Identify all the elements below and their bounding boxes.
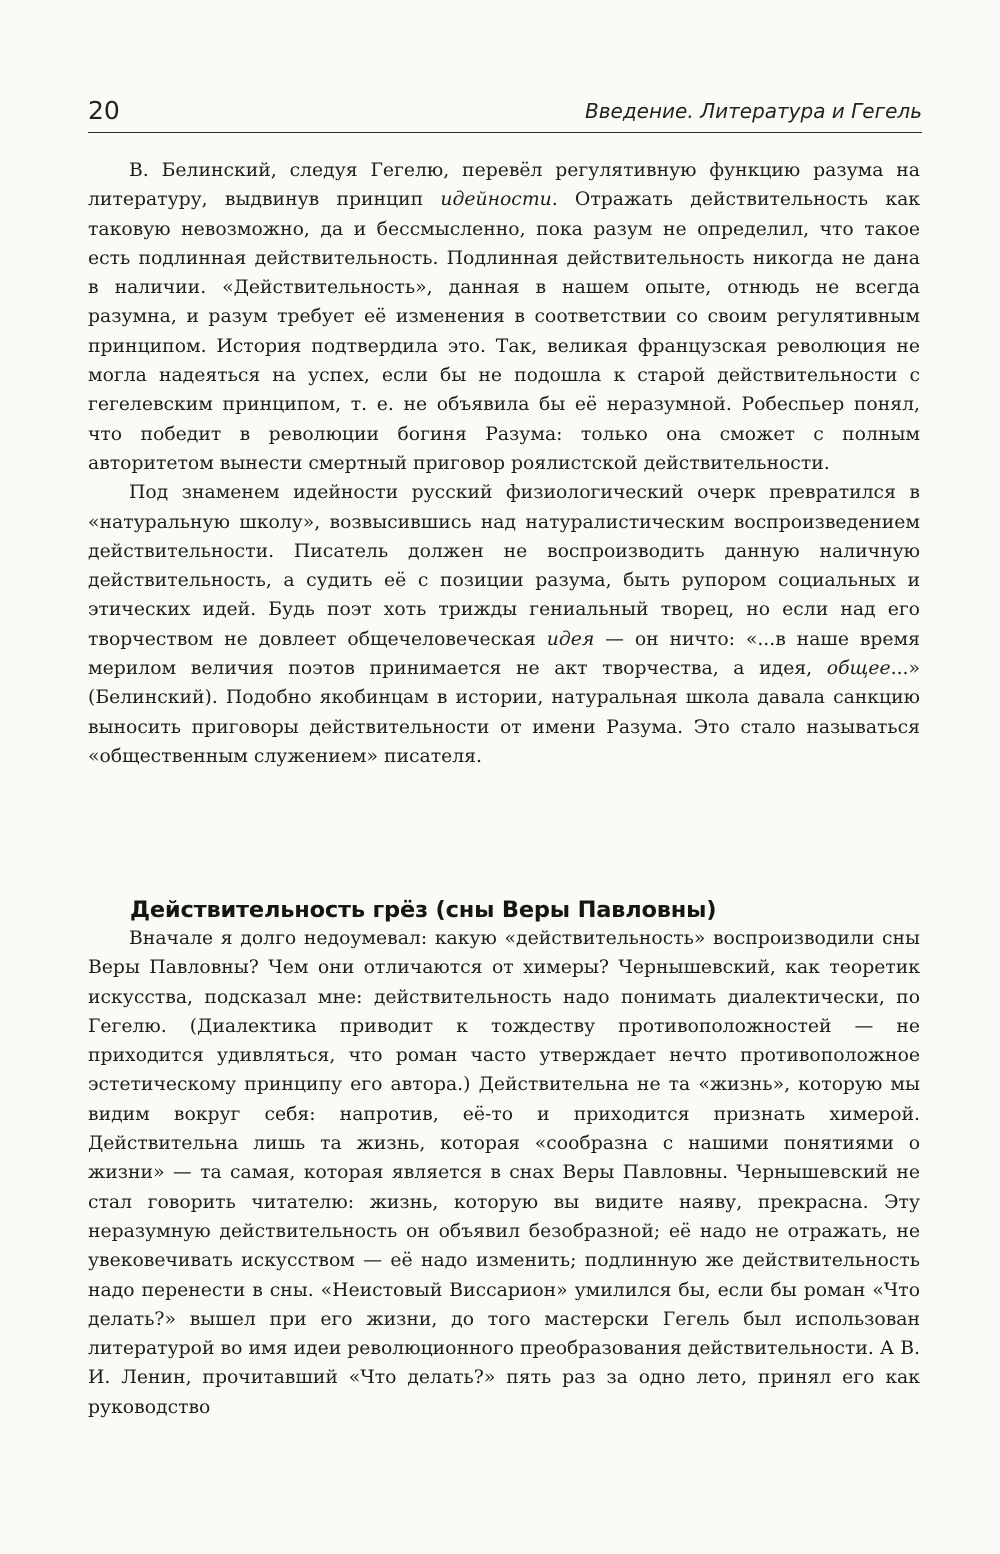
body-text-after-heading [88,924,920,1422]
emphasis-ideynost: идейности [440,189,552,211]
paragraph-text: Под знаменем идейности русский физиологический очерк превратился в «натуральную школу», возвысившись над натуралистическим воспроизведением действительности. Писатель должен не воспроизводить данную наличную действительность, а судить её с позиции разума, быть рупором социальных и этических идей. Будь поэт хоть трижды гениальный творец, но если над его творчеством не довлеет общечеловеческая [88,482,920,650]
paragraph-text: ...» (Белинский). Подобно якобинцам в истории, натуральная школа давала санкцию выносить приговоры действительности от имени Разума. Это стало называться «общественным служением» писателя. [88,658,920,767]
paragraph-belinsky [88,156,920,478]
body-text-before-heading [88,156,920,771]
paragraph-text: В. Белинский, следуя Гегелю, перевёл регулятивную функцию разума на литературу, выдвинув принцип [88,160,920,211]
page-number: 20 [88,96,120,125]
paragraph-vera-pavlovna-dreams: Вначале я долго недоумевал: какую «действительность» воспроизводили сны Веры Павловны? Чем они отличаются от химеры? Чернышевский, как теоретик искусства, подсказал мне: действительность надо понимать диалектически, по Гегелю. (Диалектика приводит к тождеству противоположностей — не приходится удивляться, что роман часто утверждает нечто противоположное эстетическому принципу его автора.) Действительна не та «жизнь», которую мы видим вокруг себя: напротив, её-то и приходится признать химерой. Действительна лишь та жизнь, которая «сообразна с нашими понятиями о жизни» — та самая, которая является в снах Веры Павловны. Чернышевский не стал говорить читателю: жизнь, которую вы видите наяву, прекрасна. Эту неразумную действительность он объявил безобразной; её надо не отражать, не увековечивать искусством — её надо изменить; подлинную же действительность надо перенести в сны. «Неистовый Виссарион» умилился бы, если бы роман «Что делать?» вышел при его жизни, до того мастерски Гегель был использован литературой во имя идеи революционного преобразования действительности. А В. И. Ленин, прочитавший «Что делать?» пять раз за одно лето, принял его как руководство [88,928,920,1418]
emphasis-obshchee: общее [826,658,891,680]
chapter-title: Введение. Литература и Гегель [585,99,922,123]
paragraph-text: . Отражать действительность как таковую невозможно, да и бессмысленно, пока разум не определил, что такое есть подлинная действительность. Подлинная действительность никогда не дана в наличии. «Действительность», данная в нашем опыте, отнюдь не всегда разумна, и разум требует её изменения в соответствии со своим регулятивным принципом. История подтвердила это. Так, великая французская революция не могла надеяться на успех, если бы не подошла к старой действительности с гегелевским принципом, т. е. не объявила бы её неразумной. Робеспьер понял, что победит в революции богиня Разума: только она сможет с полным авторитетом вынести смертный приговор роялистской действительности. [88,189,921,474]
running-header [88,96,922,133]
paragraph-text: — он ничто: «...в наше время мерилом величия поэтов принимается не акт творчества, а идея, [88,628,920,680]
emphasis-ideya: идея [546,628,595,650]
paragraph-natural-school [88,478,920,771]
section-heading: Действительность грёз (сны Веры Павловны) [130,896,717,923]
